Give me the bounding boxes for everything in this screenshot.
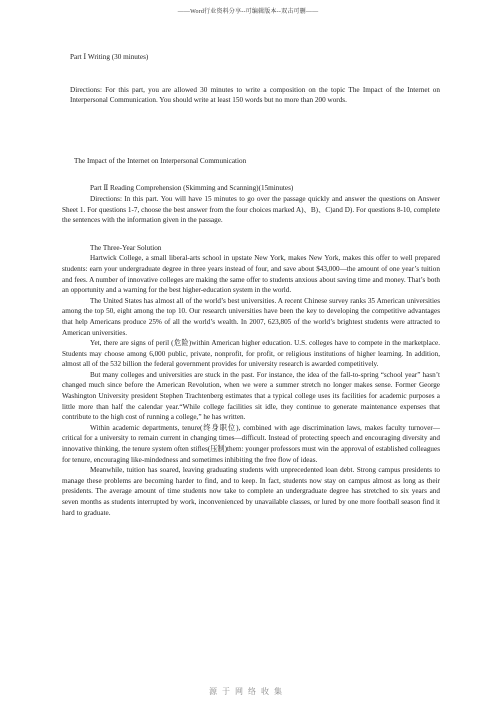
- article-title: The Three-Year Solution: [90, 243, 162, 252]
- essay-topic-title: The Impact of the Internet on Interpersonal Communication: [74, 156, 247, 165]
- part1-directions: Directions: For this part, you are allowed 30 minutes to write a composition on the topic The Impact of the Internet on Interpersonal Communication. You should write at least 150 words but no more than 200 words.: [70, 85, 440, 105]
- article-paragraph: Yet, there are signs of peril (危险)within American higher education. U.S. colleges have to compete in the marketplace. Students may choose among 6,000 public, private, nonprofit, for profit, or religious institutions of higher learning. In addition, almost all of the 532 billion the federal government provides for university research is awarded competitively.: [62, 339, 440, 369]
- article-paragraph: Hartwick College, a small liberal-arts school in upstate New York, makes New York, makes this offer to well prepared students: earn your undergraduate degree in three years instead of four, and save about $43,000—the amount of one year’s tuition and fees. A number of innovative colleges are making the same offer to students anxious about saving time and money. That’s both an opportunity and a warning for the best higher-education system in the world.: [62, 254, 440, 295]
- document-page: [62, 52, 440, 518]
- page-header-banner: ——Word行业资料分享--可编辑版本--双击可删——: [177, 9, 319, 15]
- part2-directions: Directions: In this part. You will have 15 minutes to go over the passage quickly and answer the questions on Answer Sheet 1. For questions 1-7, choose the best answer from the four choices marked A)、B)、C)and D). For questions 8-10, complete the sentences with the information given in the passage.: [62, 194, 440, 225]
- article-paragraph: Meanwhile, tuition has soared, leaving graduating students with unprecedented loan debt. Strong campus presidents to manage these problems are becoming harder to find, and to keep. In fact, students now stay on campus almost as long as their presidents. The average amount of time students now take to complete an undergraduate degree has stretched to six years and seven months as students interrupted by work, inconvenienced by unavailable classes, or lured by one more football season find it hard to graduate.: [62, 466, 440, 517]
- article-paragraph: The United States has almost all of the world’s best universities. A recent Chinese survey ranks 35 American universities among the top 50, eight among the top 10. Our research universities have been the key to developing the competitive advantages that help Americans produce 25% of all the world’s wealth. In 2007, 623,805 of the world’s brightest students were attracted to American universities.: [62, 296, 440, 337]
- article-paragraph: But many colleges and universities are stuck in the past. For instance, the idea of the fall-to-spring “school year” hasn’t changed much since before the American Revolution, when we were a summer stretch no longer makes sense. Former George Washington University president Stephen Trachtenberg estimates that a typical college uses its facilities for academic purposes a little more than half the calendar year.“While college facilities sit idle, they continue to generate maintenance expenses that contribute to the high cost of running a college,” he has written.: [62, 370, 440, 422]
- part1-title: Part Ⅰ Writing (30 minutes): [70, 53, 149, 61]
- page-footer-watermark: 源于网络收集: [209, 687, 287, 696]
- part2-title: Part Ⅱ Reading Comprehension (Skimming and Scanning)(15minutes): [90, 184, 294, 193]
- article-paragraph: Within academic departments, tenure(终身职位), combined with age discrimination laws, makes faculty turnover—critical for a university to remain current in changing times—difficult. Instead of protecting speech and encouraging diversity and innovative thinking, the tenure system often stifles(压制)them: younger professors must win the approval of established colleagues for tenure, encouraging like-mindedness and sometimes inhibiting the free flow of ideas.: [62, 423, 440, 464]
